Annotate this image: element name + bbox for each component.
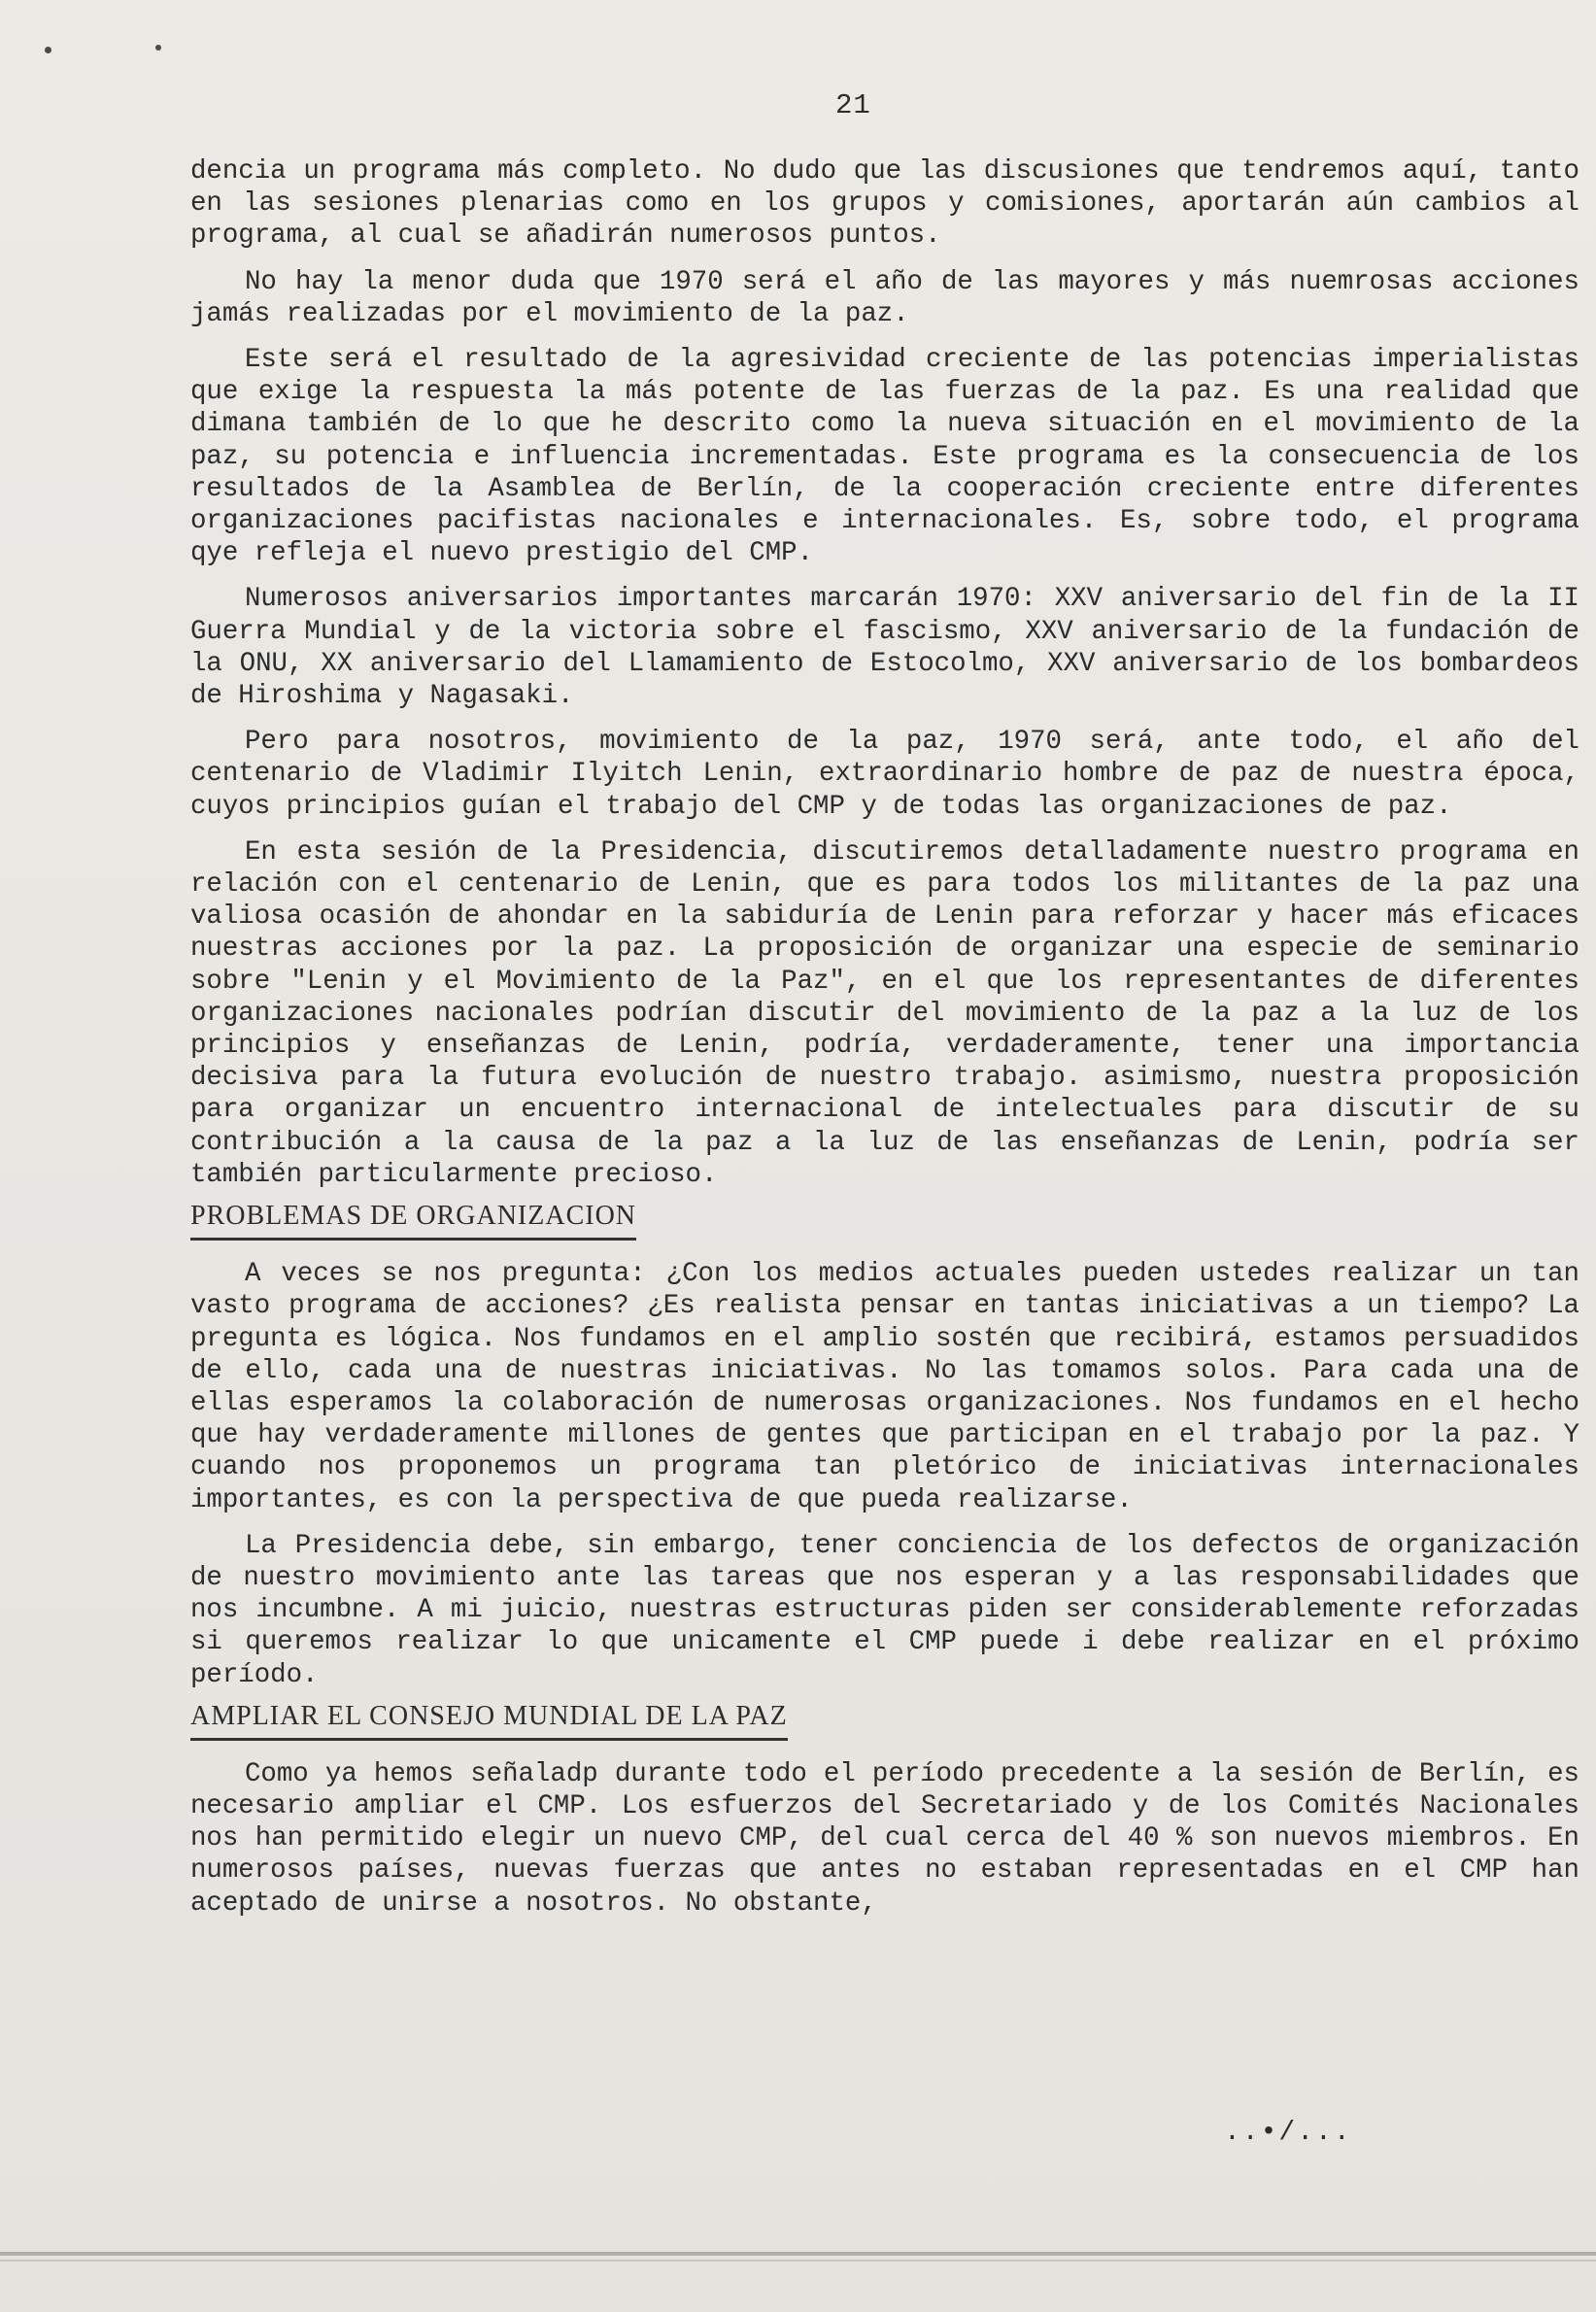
scan-speck [155,45,161,51]
page-number: 21 [835,89,871,121]
paragraph-6: En esta sesión de la Presidencia, discutiremos detalladamente nuestro programa en relación con el centenario de Lenin, que es para todos los militantes de la paz una valiosa ocasión de ahondar en la sabiduría de Lenin para reforzar y hacer más eficaces nuestras acciones por la paz. La proposición de organizar una especie de seminario sobre "Lenin y el Movimiento de la Paz", en el que los representantes de diferentes organizaciones nacionales podrían discutir del movimiento de la paz a la luz de los principios y enseñanzas de Lenin, podría, verdaderamente, tener una importancia decisiva para la futura evolución de nuestro trabajo. asimismo, nuestra proposición para organizar un encuentro internacional de intelectuales para discutir de su contribución a la causa de la paz a la luz de las enseñanzas de Lenin, podría ser también particularmente precioso. [190,836,1579,1190]
continuation-mark: ..•/... [1224,2118,1352,2148]
paragraph-2: No hay la menor duda que 1970 será el año de las mayores y más nuemrosas acciones jamás realizadas por el movimiento de la paz. [190,266,1579,329]
paragraph-3: Este será el resultado de la agresividad creciente de las potencias imperialistas que exige la respuesta la más potente de las fuerzas de la paz. Es una realidad que dimana también de lo que he descrito como la nueva situación en el movimiento de la paz, su potencia e influencia incrementadas. Este programa es la consecuencia de los resultados de la Asamblea de Berlín, de la cooperación creciente entre diferentes organizaciones pacifistas nacionales e internacionales. Es, sobre todo, el programa qye refleja el nuevo prestigio del CMP. [190,345,1579,569]
scan-edge-line [0,2252,1596,2256]
paragraph-7: A veces se nos pregunta: ¿Con los medios actuales pueden ustedes realizar un tan vasto programa de acciones? ¿Es realista pensar en tantas iniciativas a un tiempo? La pregunta es lógica. Nos fundamos en el amplio sostén que recibirá, estamos persuadidos de ello, cada una de nuestras iniciativas. No las tomamos solos. Para cada una de ellas esperamos la colaboración de numerosas organizaciones. Nos fundamos en el hecho que hay verdaderamente millones de gentes que participan en el trabajo por la paz. Y cuando nos proponemos un programa tan pletórico de iniciativas internacionales importantes, es con la perspectiva de que pueda realizarse. [190,1259,1579,1515]
section-heading-organizacion: PROBLEMAS DE ORGANIZACION [190,1201,636,1241]
document-body [190,155,1579,1920]
paragraph-9: Como ya hemos señaladp durante todo el período precedente a la sesión de Berlín, es necesario ampliar el CMP. Los esfuerzos del Secretariado y de los Comités Nacionales nos han permitido elegir un nuevo CMP, del cual cerca del 40 % son nuevos miembros. En numerosos países, nuevas fuerzas que antes no estaban representadas en el CMP han aceptado de unirse a nosotros. No obstante, [190,1758,1579,1919]
paragraph-4: Numerosos aniversarios importantes marcarán 1970: XXV aniversario del fin de la II Guerra Mundial y de la victoria sobre el fascismo, XXV aniversario de la fundación de la ONU, XX aniversario del Llamamiento de Estocolmo, XXV aniversario de los bombardeos de Hiroshima y Nagasaki. [190,584,1579,712]
paragraph-5: Pero para nosotros, movimiento de la paz, 1970 será, ante todo, el año del centenario de Vladimir Ilyitch Lenin, extraordinario hombre de paz de nuestra época, cuyos principios guían el trabajo del CMP y de todas las organizaciones de paz. [190,727,1579,822]
paragraph-1: dencia un programa más completo. No dudo que las discusiones que tendremos aquí, tanto en las sesiones plenarias como en los grupos y comisiones, aportarán aún cambios al programa, al cual se añadirán numerosos puntos. [190,156,1579,252]
paragraph-8: La Presidencia debe, sin embargo, tener conciencia de los defectos de organización de nuestro movimiento ante las tareas que nos esperan y a las responsabilidades que nos incumbne. A mi juicio, nuestras estructuras piden ser considerablemente reforzadas si queremos realizar lo que unicamente el CMP puede i debe realizar en el próximo período. [190,1530,1579,1690]
scan-edge-line [0,2260,1596,2261]
section-heading-ampliar: AMPLIAR EL CONSEJO MUNDIAL DE LA PAZ [190,1701,788,1741]
scan-speck [45,47,51,53]
